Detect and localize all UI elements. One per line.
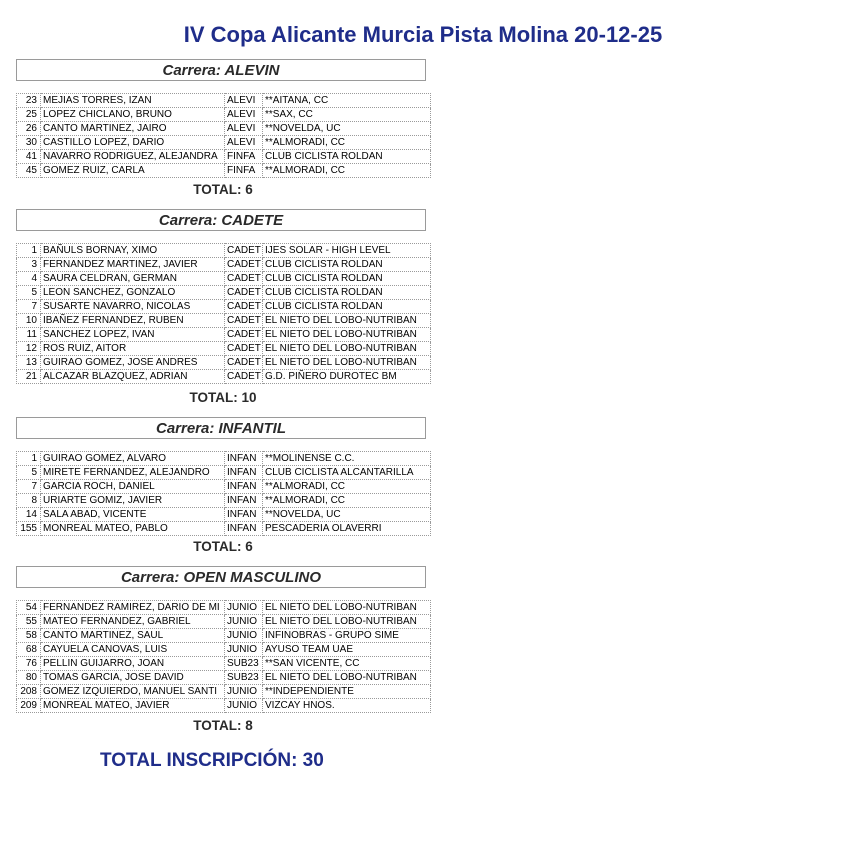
bib-number: 7 — [17, 480, 41, 494]
club-name: EL NIETO DEL LOBO-NUTRIBAN — [263, 601, 431, 615]
category: CADET — [225, 286, 263, 300]
club-name: CLUB CICLISTA ALCANTARILLA — [263, 466, 431, 480]
bib-number: 21 — [17, 370, 41, 384]
table-row — [17, 258, 431, 272]
category: CADET — [225, 272, 263, 286]
table-row — [17, 356, 431, 370]
rider-name: BAÑULS BORNAY, XIMO — [41, 244, 225, 258]
race-table-open-masculino — [16, 600, 431, 713]
club-name: **ALMORADI, CC — [263, 136, 431, 150]
table-row — [17, 615, 431, 629]
bib-number: 54 — [17, 601, 41, 615]
club-name: EL NIETO DEL LOBO-NUTRIBAN — [263, 356, 431, 370]
category: INFAN — [225, 508, 263, 522]
bib-number: 76 — [17, 657, 41, 671]
table-row — [17, 671, 431, 685]
race-total-open-masculino: TOTAL: 8 — [193, 718, 253, 733]
club-name: CLUB CICLISTA ROLDAN — [263, 300, 431, 314]
race-total-cadete: TOTAL: 10 — [189, 390, 257, 405]
category: ALEVI — [225, 94, 263, 108]
category: INFAN — [225, 522, 263, 536]
bib-number: 1 — [17, 452, 41, 466]
bib-number: 30 — [17, 136, 41, 150]
table-row — [17, 508, 431, 522]
club-name: INFINOBRAS - GRUPO SIME — [263, 629, 431, 643]
rider-name: CANTO MARTINEZ, SAUL — [41, 629, 225, 643]
rider-name: GARCIA ROCH, DANIEL — [41, 480, 225, 494]
club-name: **ALMORADI, CC — [263, 480, 431, 494]
club-name: EL NIETO DEL LOBO-NUTRIBAN — [263, 342, 431, 356]
bib-number: 68 — [17, 643, 41, 657]
club-name: PESCADERIA OLAVERRI — [263, 522, 431, 536]
race-total-infantil: TOTAL: 6 — [193, 539, 253, 554]
bib-number: 11 — [17, 328, 41, 342]
category: JUNIO — [225, 699, 263, 713]
club-name: G.D. PIÑERO DUROTEC BM — [263, 370, 431, 384]
category: JUNIO — [225, 615, 263, 629]
race-header-open-masculino: Carrera: OPEN MASCULINO — [16, 566, 426, 588]
bib-number: 26 — [17, 122, 41, 136]
club-name: **AITANA, CC — [263, 94, 431, 108]
rider-name: SANCHEZ LOPEZ, IVAN — [41, 328, 225, 342]
club-name: VIZCAY HNOS. — [263, 699, 431, 713]
rider-name: LEON SANCHEZ, GONZALO — [41, 286, 225, 300]
category: CADET — [225, 314, 263, 328]
category: JUNIO — [225, 685, 263, 699]
table-row — [17, 657, 431, 671]
rider-name: MONREAL MATEO, JAVIER — [41, 699, 225, 713]
club-name: EL NIETO DEL LOBO-NUTRIBAN — [263, 671, 431, 685]
table-row — [17, 300, 431, 314]
club-name: EL NIETO DEL LOBO-NUTRIBAN — [263, 615, 431, 629]
bib-number: 209 — [17, 699, 41, 713]
bib-number: 4 — [17, 272, 41, 286]
rider-name: SAURA CELDRAN, GERMAN — [41, 272, 225, 286]
category: ALEVI — [225, 108, 263, 122]
category: CADET — [225, 370, 263, 384]
table-row — [17, 122, 431, 136]
bib-number: 208 — [17, 685, 41, 699]
table-row — [17, 601, 431, 615]
rider-name: MEJIAS TORRES, IZAN — [41, 94, 225, 108]
category: ALEVI — [225, 122, 263, 136]
category: INFAN — [225, 494, 263, 508]
rider-name: SUSARTE NAVARRO, NICOLAS — [41, 300, 225, 314]
rider-name: ROS RUIZ, AITOR — [41, 342, 225, 356]
table-row — [17, 480, 431, 494]
category: CADET — [225, 300, 263, 314]
table-row — [17, 150, 431, 164]
rider-name: TOMAS GARCIA, JOSE DAVID — [41, 671, 225, 685]
bib-number: 5 — [17, 286, 41, 300]
bib-number: 55 — [17, 615, 41, 629]
rider-name: CASTILLO LOPEZ, DARIO — [41, 136, 225, 150]
table-row — [17, 685, 431, 699]
race-header-infantil: Carrera: INFANTIL — [16, 417, 426, 439]
category: INFAN — [225, 452, 263, 466]
bib-number: 25 — [17, 108, 41, 122]
rider-name: MONREAL MATEO, PABLO — [41, 522, 225, 536]
category: JUNIO — [225, 629, 263, 643]
category: FINFA — [225, 164, 263, 178]
rider-name: URIARTE GOMIZ, JAVIER — [41, 494, 225, 508]
table-row — [17, 643, 431, 657]
bib-number: 5 — [17, 466, 41, 480]
race-total-alevin: TOTAL: 6 — [193, 182, 253, 197]
category: CADET — [225, 356, 263, 370]
club-name: **SAX, CC — [263, 108, 431, 122]
bib-number: 45 — [17, 164, 41, 178]
category: JUNIO — [225, 601, 263, 615]
rider-name: NAVARRO RODRIGUEZ, ALEJANDRA — [41, 150, 225, 164]
table-row — [17, 272, 431, 286]
rider-name: GOMEZ RUIZ, CARLA — [41, 164, 225, 178]
bib-number: 8 — [17, 494, 41, 508]
club-name: AYUSO TEAM UAE — [263, 643, 431, 657]
category: CADET — [225, 342, 263, 356]
rider-name: FERNANDEZ RAMIREZ, DARIO DE MI — [41, 601, 225, 615]
rider-name: FERNANDEZ MARTINEZ, JAVIER — [41, 258, 225, 272]
table-row — [17, 286, 431, 300]
club-name: CLUB CICLISTA ROLDAN — [263, 258, 431, 272]
table-row — [17, 494, 431, 508]
category: CADET — [225, 328, 263, 342]
club-name: **ALMORADI, CC — [263, 494, 431, 508]
grand-total: TOTAL INSCRIPCIÓN: 30 — [100, 750, 324, 771]
club-name: CLUB CICLISTA ROLDAN — [263, 286, 431, 300]
club-name: IJES SOLAR - HIGH LEVEL — [263, 244, 431, 258]
bib-number: 58 — [17, 629, 41, 643]
category: JUNIO — [225, 643, 263, 657]
rider-name: MIRETE FERNANDEZ, ALEJANDRO — [41, 466, 225, 480]
club-name: CLUB CICLISTA ROLDAN — [263, 272, 431, 286]
race-header-alevin: Carrera: ALEVIN — [16, 59, 426, 81]
table-row — [17, 629, 431, 643]
club-name: CLUB CICLISTA ROLDAN — [263, 150, 431, 164]
rider-name: IBAÑEZ FERNANDEZ, RUBEN — [41, 314, 225, 328]
bib-number: 14 — [17, 508, 41, 522]
page-title: IV Copa Alicante Murcia Pista Molina 20-12-25 — [183, 22, 663, 47]
bib-number: 80 — [17, 671, 41, 685]
rider-name: GOMEZ IZQUIERDO, MANUEL SANTI — [41, 685, 225, 699]
race-header-cadete: Carrera: CADETE — [16, 209, 426, 231]
bib-number: 155 — [17, 522, 41, 536]
rider-name: SALA ABAD, VICENTE — [41, 508, 225, 522]
club-name: EL NIETO DEL LOBO-NUTRIBAN — [263, 328, 431, 342]
table-row — [17, 244, 431, 258]
club-name: **NOVELDA, UC — [263, 122, 431, 136]
table-row — [17, 164, 431, 178]
category: CADET — [225, 244, 263, 258]
table-row — [17, 328, 431, 342]
category: ALEVI — [225, 136, 263, 150]
club-name: **MOLINENSE C.C. — [263, 452, 431, 466]
rider-name: GUIRAO GOMEZ, ALVARO — [41, 452, 225, 466]
table-row — [17, 452, 431, 466]
race-table-cadete — [16, 243, 431, 384]
bib-number: 23 — [17, 94, 41, 108]
rider-name: PELLIN GUIJARRO, JOAN — [41, 657, 225, 671]
bib-number: 10 — [17, 314, 41, 328]
club-name: **SAN VICENTE, CC — [263, 657, 431, 671]
bib-number: 3 — [17, 258, 41, 272]
table-row — [17, 136, 431, 150]
club-name: **NOVELDA, UC — [263, 508, 431, 522]
rider-name: GUIRAO GOMEZ, JOSE ANDRES — [41, 356, 225, 370]
table-row — [17, 466, 431, 480]
category: SUB23 — [225, 657, 263, 671]
rider-name: CAYUELA CANOVAS, LUIS — [41, 643, 225, 657]
race-table-alevin — [16, 93, 431, 178]
table-row — [17, 108, 431, 122]
category: INFAN — [225, 480, 263, 494]
bib-number: 41 — [17, 150, 41, 164]
bib-number: 13 — [17, 356, 41, 370]
bib-number: 1 — [17, 244, 41, 258]
rider-name: LOPEZ CHICLANO, BRUNO — [41, 108, 225, 122]
rider-name: MATEO FERNANDEZ, GABRIEL — [41, 615, 225, 629]
category: FINFA — [225, 150, 263, 164]
club-name: **ALMORADI, CC — [263, 164, 431, 178]
category: INFAN — [225, 466, 263, 480]
table-row — [17, 522, 431, 536]
race-table-infantil — [16, 451, 431, 536]
table-row — [17, 94, 431, 108]
club-name: EL NIETO DEL LOBO-NUTRIBAN — [263, 314, 431, 328]
table-row — [17, 314, 431, 328]
category: SUB23 — [225, 671, 263, 685]
category: CADET — [225, 258, 263, 272]
rider-name: ALCAZAR BLAZQUEZ, ADRIAN — [41, 370, 225, 384]
table-row — [17, 699, 431, 713]
bib-number: 7 — [17, 300, 41, 314]
bib-number: 12 — [17, 342, 41, 356]
table-row — [17, 342, 431, 356]
club-name: **INDEPENDIENTE — [263, 685, 431, 699]
table-row — [17, 370, 431, 384]
rider-name: CANTO MARTINEZ, JAIRO — [41, 122, 225, 136]
